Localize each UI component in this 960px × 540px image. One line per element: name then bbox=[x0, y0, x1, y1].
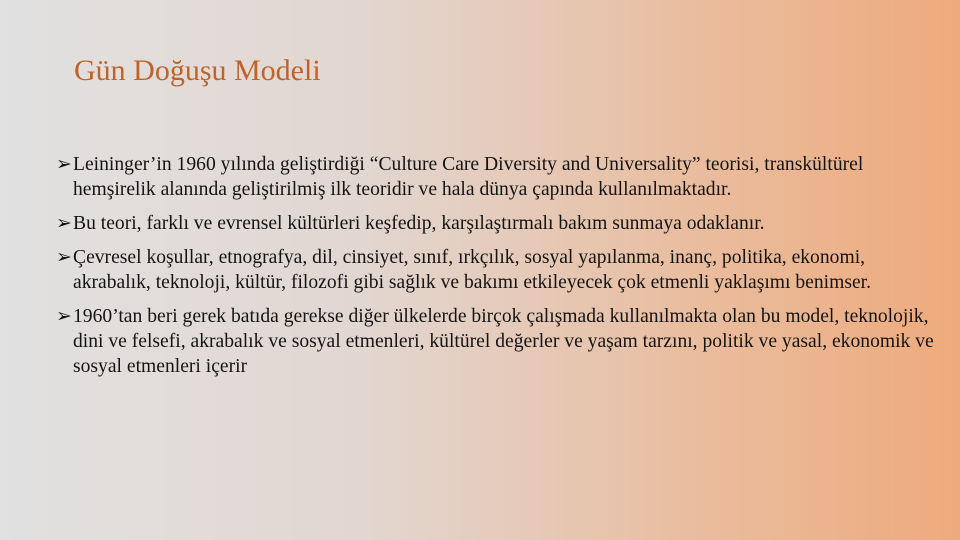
arrow-bullet-icon: ➢ bbox=[56, 212, 72, 234]
arrow-bullet-icon: ➢ bbox=[56, 246, 72, 268]
bullet-item bbox=[56, 152, 936, 202]
bullet-text: 1960’tan beri gerek batıda gerekse diğer ülkelerde birçok çalışmada kullanılmakta olan bu model, teknolojik, dini ve felsefi, akrabalık ve sosyal etmenleri, kültürel değerler ve yaşam tarzını, politik ve yasal, ekonomik ve sosyal etmenleri içerir bbox=[73, 306, 934, 377]
bullet-text: Çevresel koşullar, etnografya, dil, cinsiyet, sınıf, ırkçılık, sosyal yapılanma, inanç, politika, ekonomi, akrabalık, teknoloji, kültür, filozofi gibi sağlık ve bakımı etkileyecek çok etmenli yaklaşımı benimser. bbox=[73, 247, 871, 293]
bullet-item bbox=[56, 245, 936, 295]
bullet-list bbox=[56, 152, 936, 388]
bullet-text: Leininger’in 1960 yılında geliştirdiği “Culture Care Diversity and Universality” teorisi, transkültürel hemşirelik alanında geliştirilmiş ilk teoridir ve hala dünya çapında kullanılmaktadır. bbox=[73, 154, 864, 200]
arrow-bullet-icon: ➢ bbox=[56, 305, 72, 327]
bullet-item bbox=[56, 304, 936, 379]
arrow-bullet-icon: ➢ bbox=[56, 153, 72, 175]
bullet-text: Bu teori, farklı ve evrensel kültürleri keşfedip, karşılaştırmalı bakım sunmaya odaklanır. bbox=[73, 213, 765, 234]
bullet-item bbox=[56, 211, 936, 236]
slide-title: Gün Doğuşu Modeli bbox=[74, 54, 321, 87]
